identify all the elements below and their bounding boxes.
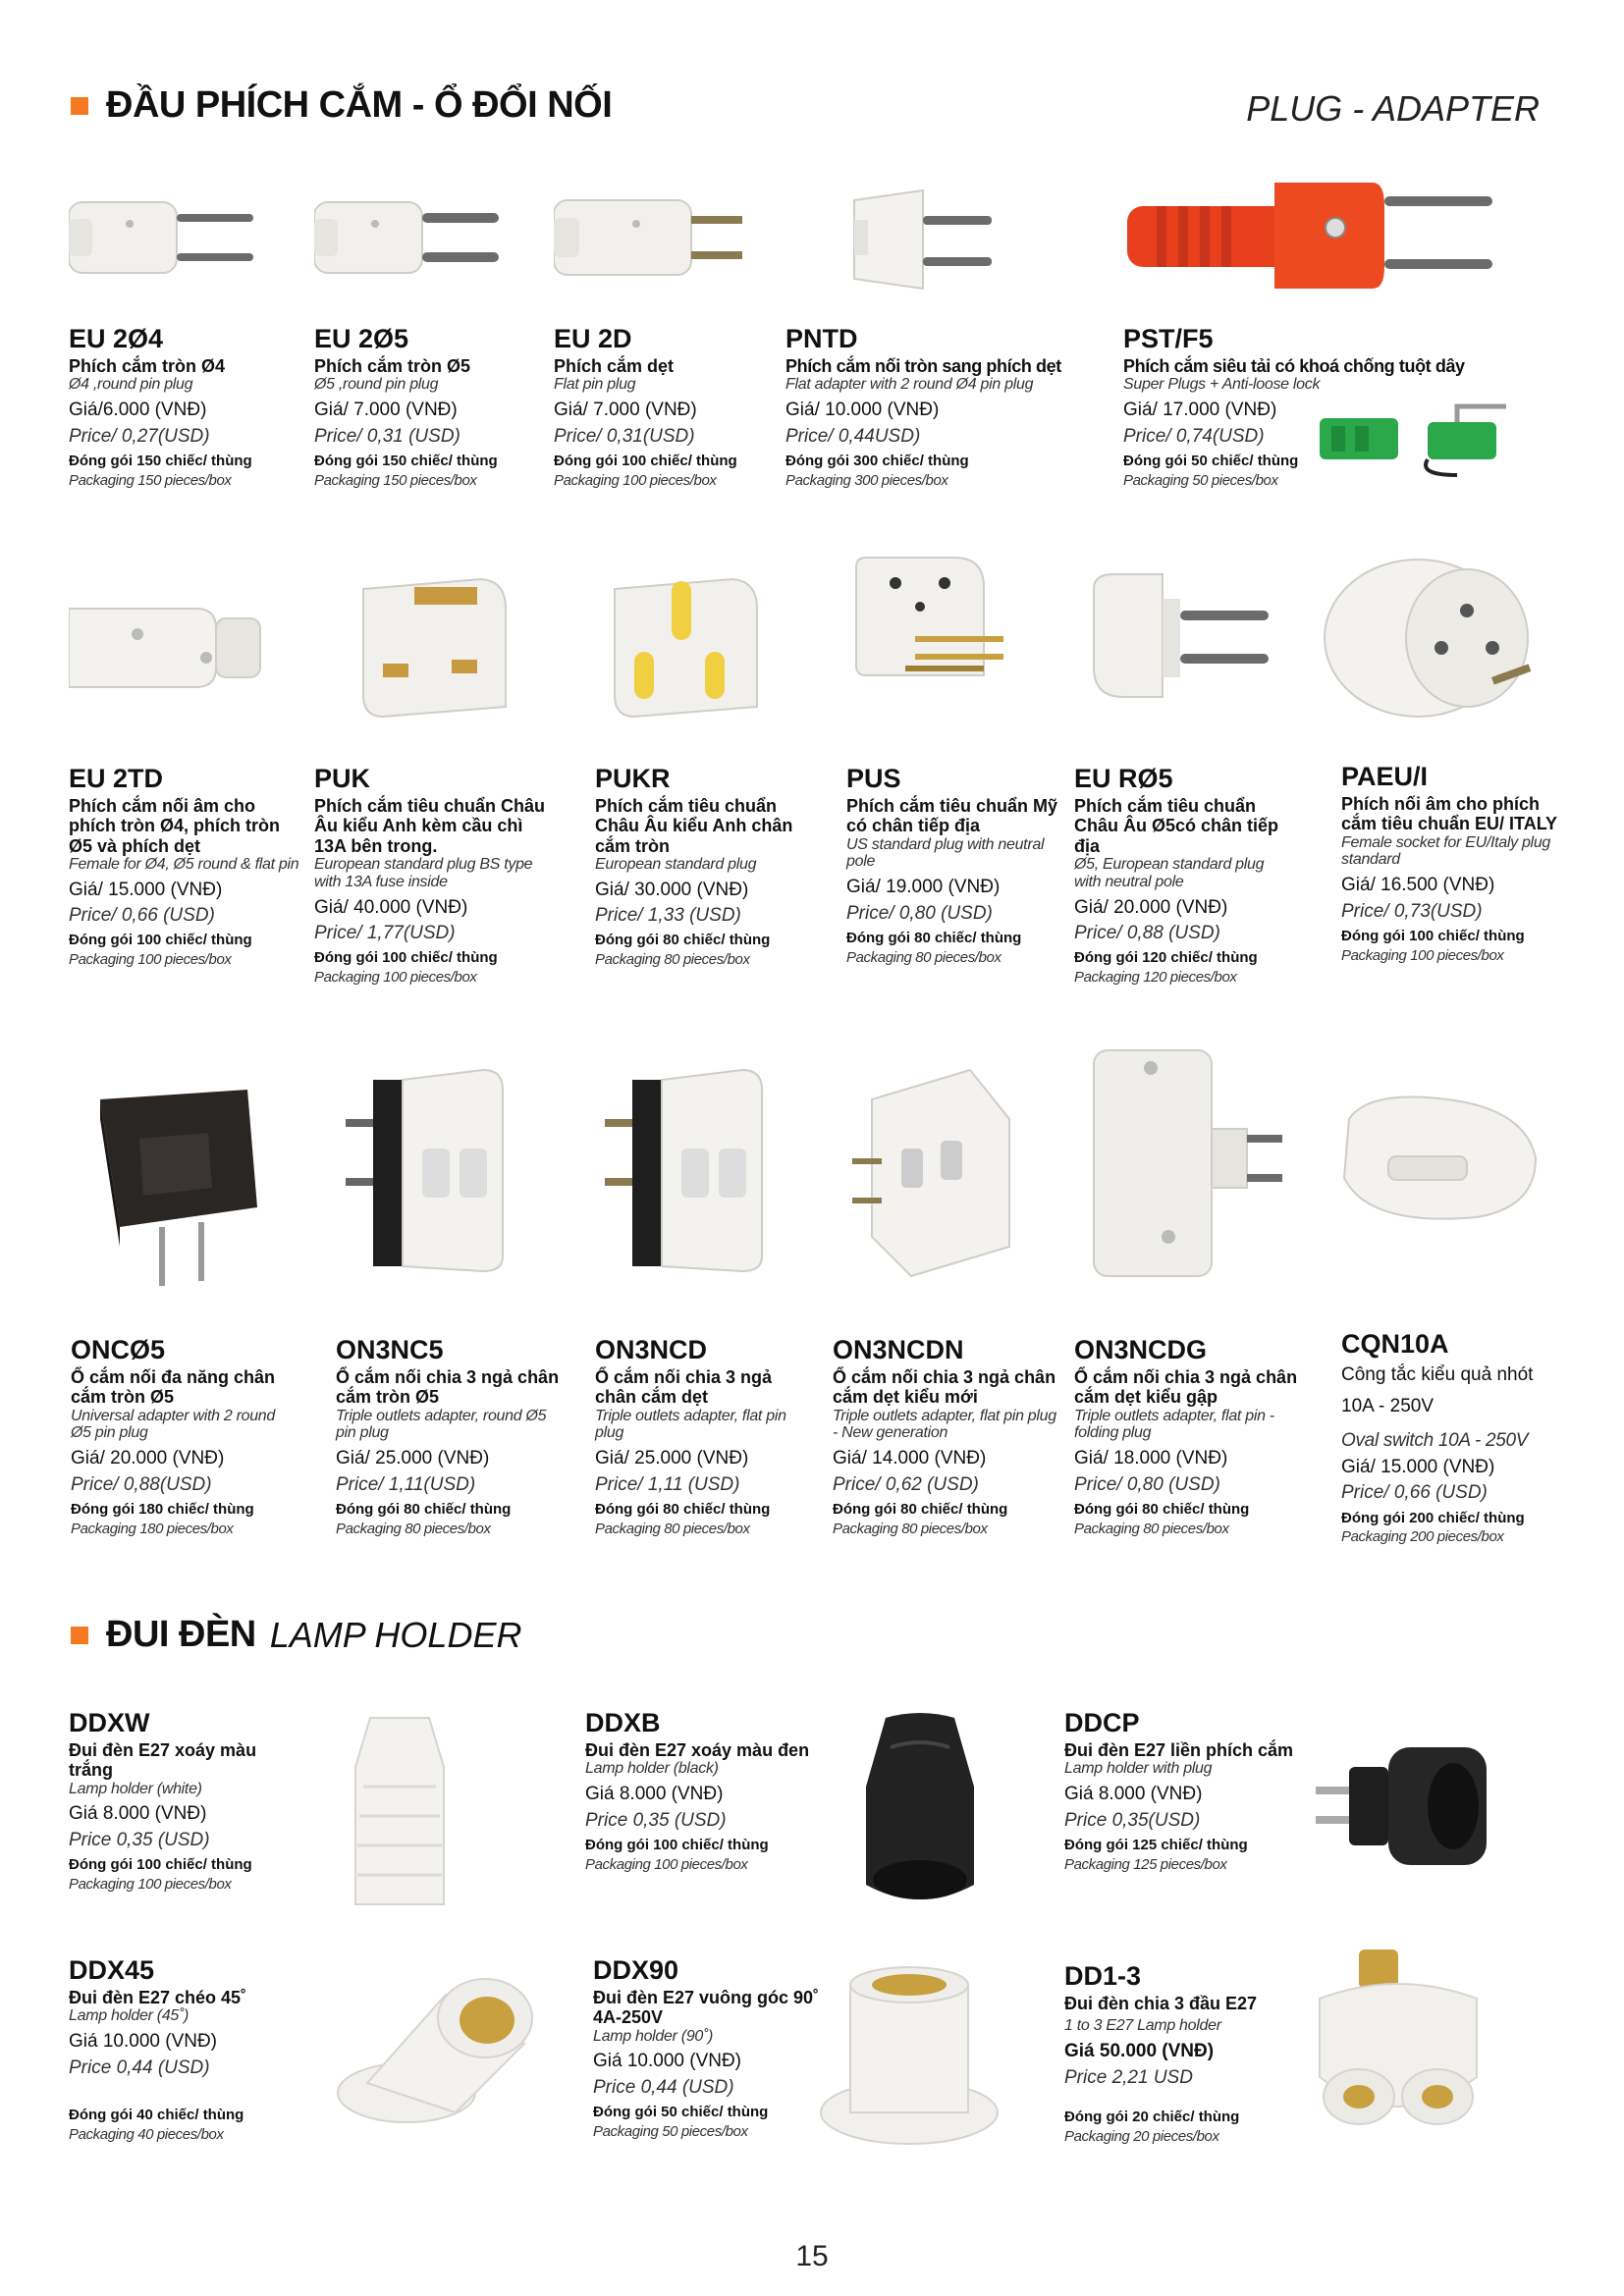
packaging-vn: Đóng gói 80 chiếc/ thùng [1074, 1500, 1250, 1518]
packaging-en: Packaging 200 pieces/box [1341, 1528, 1504, 1546]
price-usd: Price 0,44 (USD) [69, 2056, 210, 2078]
adapter-plug-icon [844, 181, 1001, 298]
lock-clip-icon [1320, 400, 1516, 479]
female-socket-icon [1320, 540, 1545, 736]
packaging-vn: Đóng gói 100 chiếc/ thùng [554, 452, 737, 469]
price-vnd: Giá/ 20.000 (VNĐ) [71, 1448, 225, 1469]
lamp-holder-black-icon [837, 1708, 1003, 1914]
product-code: ON3NCDG [1074, 1335, 1208, 1364]
product-code: PST/F5 [1123, 324, 1214, 353]
us-plug-icon [846, 548, 1023, 715]
product-name-vn: Phích cắm tiêu chuẩn Châu Âu kiểu Anh kèm cầu chì 13A bên trong. [314, 796, 546, 856]
product-name-vn: Phích cắm tiêu chuẩn Châu Âu Ø5có chân tiếp địa [1074, 796, 1279, 856]
product-name-en: Triple outlets adapter, round Ø5 pin plug [336, 1407, 547, 1442]
product-name-vn: Đui đèn E27 liền phích cắm [1064, 1740, 1294, 1761]
price-vnd: Giá 8.000 (VNĐ) [585, 1784, 724, 1805]
triple-adapter-icon [336, 1060, 532, 1286]
product-name-en: Lamp holder (white) [69, 1780, 202, 1797]
female-connector-icon [69, 589, 275, 697]
section-plug-header [71, 84, 612, 127]
packaging-en: Packaging 100 pieces/box [585, 1855, 748, 1873]
packaging-en: Packaging 80 pieces/box [846, 948, 1001, 966]
price-usd: Price/ 1,11 (USD) [595, 1473, 740, 1495]
packaging-en: Packaging 50 pieces/box [1123, 471, 1278, 489]
price-vnd: Giá/ 7.000 (VNĐ) [314, 400, 458, 421]
product-name-vn: Phích cắm nối âm cho phích tròn Ø4, phích tròn Ø5 và phích dẹt [69, 796, 280, 856]
packaging-en: Packaging 150 pieces/box [314, 471, 477, 489]
product-name-en: Female socket for EU/Italy plug standard [1341, 833, 1551, 869]
folding-adapter-icon [1074, 1041, 1290, 1286]
product-code: PNTD [785, 324, 858, 353]
super-plug-icon [1127, 167, 1540, 304]
product-name-vn: Ổ cắm nối chia 3 ngả chân cắm dẹt kiểu mới [833, 1367, 1056, 1408]
product-name-en: Lamp holder (black) [585, 1760, 719, 1778]
price-vnd: Giá/ 30.000 (VNĐ) [595, 879, 749, 900]
uk-plug-icon [344, 569, 520, 726]
uk-round-plug-icon [595, 569, 772, 726]
section-lamp-english: LAMP HOLDER [269, 1614, 522, 1655]
price-usd: Price/ 0,73(USD) [1341, 900, 1483, 922]
oval-switch-icon [1329, 1080, 1555, 1237]
product-name-vn: Phích cắm siêu tải có khoá chống tuột dây [1123, 356, 1465, 377]
product-name-vn: Ổ cắm nối chia 3 ngả chân cắm dẹt kiểu gập [1074, 1367, 1298, 1408]
packaging-vn: Đóng gói 80 chiếc/ thùng [833, 1500, 1008, 1518]
packaging-vn: Đóng gói 80 chiếc/ thùng [595, 932, 771, 949]
product-name-vn: Đui đèn E27 chéo 45˚ [69, 1988, 247, 2008]
product-code: EU 2TD [69, 764, 164, 793]
product-name-en: US standard plug with neutral pole [846, 835, 1045, 871]
product-code: DD1-3 [1064, 1961, 1142, 1991]
product-name-en: Ø5 ,round pin plug [314, 376, 439, 394]
product-name-en: Ø5, European standard plug with neutral pole [1074, 855, 1265, 890]
packaging-vn: Đóng gói 80 chiếc/ thùng [336, 1500, 512, 1518]
packaging-en: Packaging 125 pieces/box [1064, 1855, 1227, 1873]
packaging-en: Packaging 80 pieces/box [1074, 1520, 1229, 1537]
price-usd: Price 2,21 USD [1064, 2066, 1193, 2088]
product-code: ONCØ5 [71, 1335, 166, 1364]
price-vnd: Giá 10.000 (VNĐ) [593, 2051, 742, 2072]
price-usd: Price/ 0,62 (USD) [833, 1473, 979, 1495]
lamp-splitter-icon [1290, 1940, 1506, 2146]
section-lamp-header [71, 1614, 521, 1656]
packaging-vn: Đóng gói 100 chiếc/ thùng [69, 932, 252, 949]
angled-plug-icon [1084, 569, 1280, 717]
product-name-en: Super Plugs + Anti-loose lock [1123, 376, 1321, 394]
product-name-en: Flat pin plug [554, 376, 636, 394]
product-name-vn: Phích cắm dẹt [554, 356, 675, 377]
product-name-en: European standard plug [595, 855, 757, 873]
price-usd: Price/ 0,66 (USD) [69, 904, 215, 926]
price-vnd: Giá/ 10.000 (VNĐ) [785, 400, 940, 421]
section-plug-english: PLUG - ADAPTER [1246, 88, 1540, 129]
price-vnd: Giá/ 19.000 (VNĐ) [846, 877, 1001, 898]
product-name-en: Universal adapter with 2 round Ø5 pin plug [71, 1407, 276, 1442]
price-vnd: Giá/ 25.000 (VNĐ) [595, 1448, 749, 1469]
price-usd: Price/ 1,33 (USD) [595, 904, 741, 926]
packaging-vn: Đóng gói 150 chiếc/ thùng [69, 452, 252, 469]
price-usd: Price/ 1,77(USD) [314, 922, 456, 943]
product-code: DDCP [1064, 1708, 1140, 1737]
packaging-vn: Đóng gói 120 chiếc/ thùng [1074, 949, 1258, 967]
packaging-en: Packaging 100 pieces/box [554, 471, 717, 489]
product-code: PAEU/I [1341, 762, 1429, 791]
product-name-vn: Công tắc kiểu quả nhót [1341, 1364, 1534, 1386]
product-name-en: Female for Ø4, Ø5 round & flat pin [69, 855, 299, 873]
product-name-vn: Đui đèn E27 vuông góc 90˚ 4A-250V [593, 1988, 820, 2028]
packaging-vn: Đóng gói 100 chiếc/ thùng [1341, 927, 1525, 944]
product-name-vn: Phích cắm tiêu chuẩn Châu Âu kiểu Anh chân cắm tròn [595, 796, 793, 856]
price-vnd: Giá/ 16.500 (VNĐ) [1341, 875, 1495, 896]
page-number: 15 [795, 2240, 829, 2272]
price-usd: Price/ 0,44USD) [785, 425, 921, 447]
packaging-vn: Đóng gói 180 chiếc/ thùng [71, 1500, 254, 1518]
product-name-vn: Phích cắm tiêu chuẩn Mỹ có chân tiếp địa [846, 796, 1058, 836]
bullet-square-icon [71, 97, 88, 115]
packaging-vn: Đóng gói 300 chiếc/ thùng [785, 452, 969, 469]
product-name-vn: Ổ cắm nối chia 3 ngả chân cắm dẹt [595, 1367, 773, 1408]
product-code: EU RØ5 [1074, 764, 1173, 793]
packaging-en: Packaging 80 pieces/box [595, 1520, 750, 1537]
packaging-vn: Đóng gói 80 chiếc/ thùng [846, 929, 1022, 946]
packaging-en: Packaging 50 pieces/box [593, 2122, 748, 2140]
product-name-en: Lamp holder (45˚) [69, 2007, 189, 2025]
product-code: EU 2D [554, 324, 632, 353]
product-name-en: Oval switch 10A - 250V [1341, 1429, 1529, 1451]
packaging-en: Packaging 100 pieces/box [314, 968, 477, 986]
packaging-vn: Đóng gói 125 chiếc/ thùng [1064, 1836, 1248, 1853]
packaging-en: Packaging 150 pieces/box [69, 471, 232, 489]
packaging-vn: Đóng gói 80 chiếc/ thùng [595, 1500, 771, 1518]
product-name-en: Triple outlets adapter, flat pin plug [595, 1407, 786, 1442]
product-name-vn: Ổ cắm nối chia 3 ngả chân cắm tròn Ø5 [336, 1367, 560, 1408]
product-name-vn: Đui đèn E27 xoáy màu trắng [69, 1740, 257, 1781]
price-usd: Price 0,35 (USD) [69, 1829, 210, 1850]
product-name-en: Flat adapter with 2 round Ø4 pin plug [785, 376, 1034, 394]
price-usd: Price/ 0,80 (USD) [1074, 1473, 1220, 1495]
lamp-holder-plug-icon [1306, 1728, 1502, 1875]
price-vnd: Giá/ 7.000 (VNĐ) [554, 400, 697, 421]
price-vnd: Giá/ 20.000 (VNĐ) [1074, 896, 1228, 918]
price-usd: Price/ 0,74(USD) [1123, 425, 1265, 447]
packaging-vn: Đóng gói 100 chiếc/ thùng [69, 1855, 252, 1873]
flat-pin-plug-icon [554, 185, 750, 293]
price-usd: Price/ 0,88(USD) [71, 1473, 212, 1495]
price-vnd: Giá/ 40.000 (VNĐ) [314, 896, 468, 918]
product-code: PUKR [595, 764, 671, 793]
packaging-vn: Đóng gói 200 chiếc/ thùng [1341, 1509, 1525, 1526]
price-vnd: Giá/ 15.000 (VNĐ) [1341, 1457, 1495, 1478]
packaging-en: Packaging 120 pieces/box [1074, 968, 1237, 986]
price-vnd: Giá/6.000 (VNĐ) [69, 400, 207, 421]
packaging-vn: Đóng gói 150 chiếc/ thùng [314, 452, 498, 469]
product-name-en: Lamp holder (90˚) [593, 2027, 714, 2045]
product-name-vn: Phích cắm nối tròn sang phích dẹt [785, 356, 1061, 377]
packaging-en: Packaging 80 pieces/box [336, 1520, 491, 1537]
packaging-en: Packaging 80 pieces/box [595, 950, 750, 968]
product-code: ON3NCD [595, 1335, 708, 1364]
price-usd: Price/ 0,88 (USD) [1074, 922, 1220, 943]
product-name-vn: Phích cắm tròn Ø5 [314, 356, 471, 377]
price-vnd: Giá 50.000 (VNĐ) [1064, 2041, 1215, 2062]
price-vnd: Giá 10.000 (VNĐ) [69, 2031, 218, 2053]
price-usd: Price/ 1,11(USD) [336, 1473, 476, 1495]
product-name-vn: Phích cắm tròn Ø4 [69, 356, 226, 377]
price-vnd: Giá/ 15.000 (VNĐ) [69, 879, 223, 900]
product-name-en: Ø4 ,round pin plug [69, 376, 193, 394]
packaging-en: Packaging 20 pieces/box [1064, 2127, 1219, 2145]
packaging-vn: Đóng gói 100 chiếc/ thùng [314, 949, 498, 967]
price-usd: Price/ 0,31(USD) [554, 425, 695, 447]
product-rating: 10A - 250V [1341, 1395, 1435, 1416]
product-name-en: European standard plug BS type with 13A fuse inside [314, 855, 533, 890]
round-pin-plug-icon [69, 185, 255, 293]
triple-adapter-icon [595, 1060, 791, 1286]
product-code: PUK [314, 764, 371, 793]
product-name-en: 1 to 3 E27 Lamp holder [1064, 2017, 1221, 2035]
packaging-vn: Đóng gói 50 chiếc/ thùng [593, 2103, 769, 2120]
packaging-en: Packaging 100 pieces/box [1341, 946, 1504, 964]
price-usd: Price/ 0,80 (USD) [846, 902, 993, 924]
product-code: ON3NC5 [336, 1335, 444, 1364]
section-lamp-title: ĐUI ĐÈN [106, 1614, 256, 1655]
price-usd: Price 0,35 (USD) [585, 1809, 727, 1831]
lamp-holder-90-icon [811, 1955, 1007, 2152]
price-vnd: Giá/ 17.000 (VNĐ) [1123, 400, 1277, 421]
product-code: DDX45 [69, 1955, 155, 1985]
section-plug-title: ĐẦU PHÍCH CẮM - Ổ ĐỔI NỐI [106, 84, 613, 126]
packaging-en: Packaging 100 pieces/box [69, 1875, 232, 1893]
product-code: CQN10A [1341, 1329, 1449, 1359]
product-name-vn: Đui đèn chia 3 đầu E27 [1064, 1994, 1258, 2014]
product-code: ON3NCDN [833, 1335, 964, 1364]
packaging-en: Packaging 180 pieces/box [71, 1520, 234, 1537]
product-code: EU 2Ø5 [314, 324, 409, 353]
price-vnd: Giá/ 25.000 (VNĐ) [336, 1448, 490, 1469]
product-name-en: Triple outlets adapter, flat pin - folding plug [1074, 1407, 1274, 1442]
price-vnd: Giá/ 18.000 (VNĐ) [1074, 1448, 1228, 1469]
price-usd: Price 0,44 (USD) [593, 2076, 734, 2098]
price-vnd: Giá 8.000 (VNĐ) [1064, 1784, 1203, 1805]
product-name-en: Triple outlets adapter, flat pin plug - New generation [833, 1407, 1056, 1442]
lamp-holder-45-icon [328, 1955, 564, 2132]
product-code: PUS [846, 764, 901, 793]
packaging-vn: Đóng gói 40 chiếc/ thùng [69, 2106, 244, 2123]
packaging-en: Packaging 80 pieces/box [833, 1520, 988, 1537]
universal-adapter-icon [81, 1070, 277, 1296]
packaging-vn: Đóng gói 20 chiếc/ thùng [1064, 2108, 1240, 2125]
product-name-vn: Phích nối âm cho phích cắm tiêu chuẩn EU/ ITALY [1341, 794, 1558, 834]
packaging-en: Packaging 40 pieces/box [69, 2125, 224, 2143]
packaging-vn: Đóng gói 100 chiếc/ thùng [585, 1836, 769, 1853]
price-usd: Price 0,35(USD) [1064, 1809, 1201, 1831]
product-name-vn: Ổ cắm nối đa năng chân cắm tròn Ø5 [71, 1367, 276, 1408]
product-name-en: Lamp holder with plug [1064, 1760, 1213, 1778]
product-name-vn: Đui đèn E27 xoáy màu đen [585, 1740, 810, 1761]
bullet-square-icon [71, 1627, 88, 1644]
price-usd: Price/ 0,27(USD) [69, 425, 210, 447]
lamp-holder-white-icon [316, 1708, 483, 1914]
product-code: DDX90 [593, 1955, 679, 1985]
product-code: DDXW [69, 1708, 150, 1737]
packaging-en: Packaging 300 pieces/box [785, 471, 948, 489]
price-vnd: Giá 8.000 (VNĐ) [69, 1803, 207, 1825]
triple-adapter-new-icon [833, 1060, 1029, 1286]
price-usd: Price/ 0,66 (USD) [1341, 1482, 1488, 1504]
product-code: EU 2Ø4 [69, 324, 164, 353]
price-vnd: Giá/ 14.000 (VNĐ) [833, 1448, 987, 1469]
product-code: DDXB [585, 1708, 661, 1737]
packaging-en: Packaging 100 pieces/box [69, 950, 232, 968]
round-pin-plug-icon [314, 185, 501, 293]
packaging-vn: Đóng gói 50 chiếc/ thùng [1123, 452, 1299, 469]
price-usd: Price/ 0,31 (USD) [314, 425, 460, 447]
